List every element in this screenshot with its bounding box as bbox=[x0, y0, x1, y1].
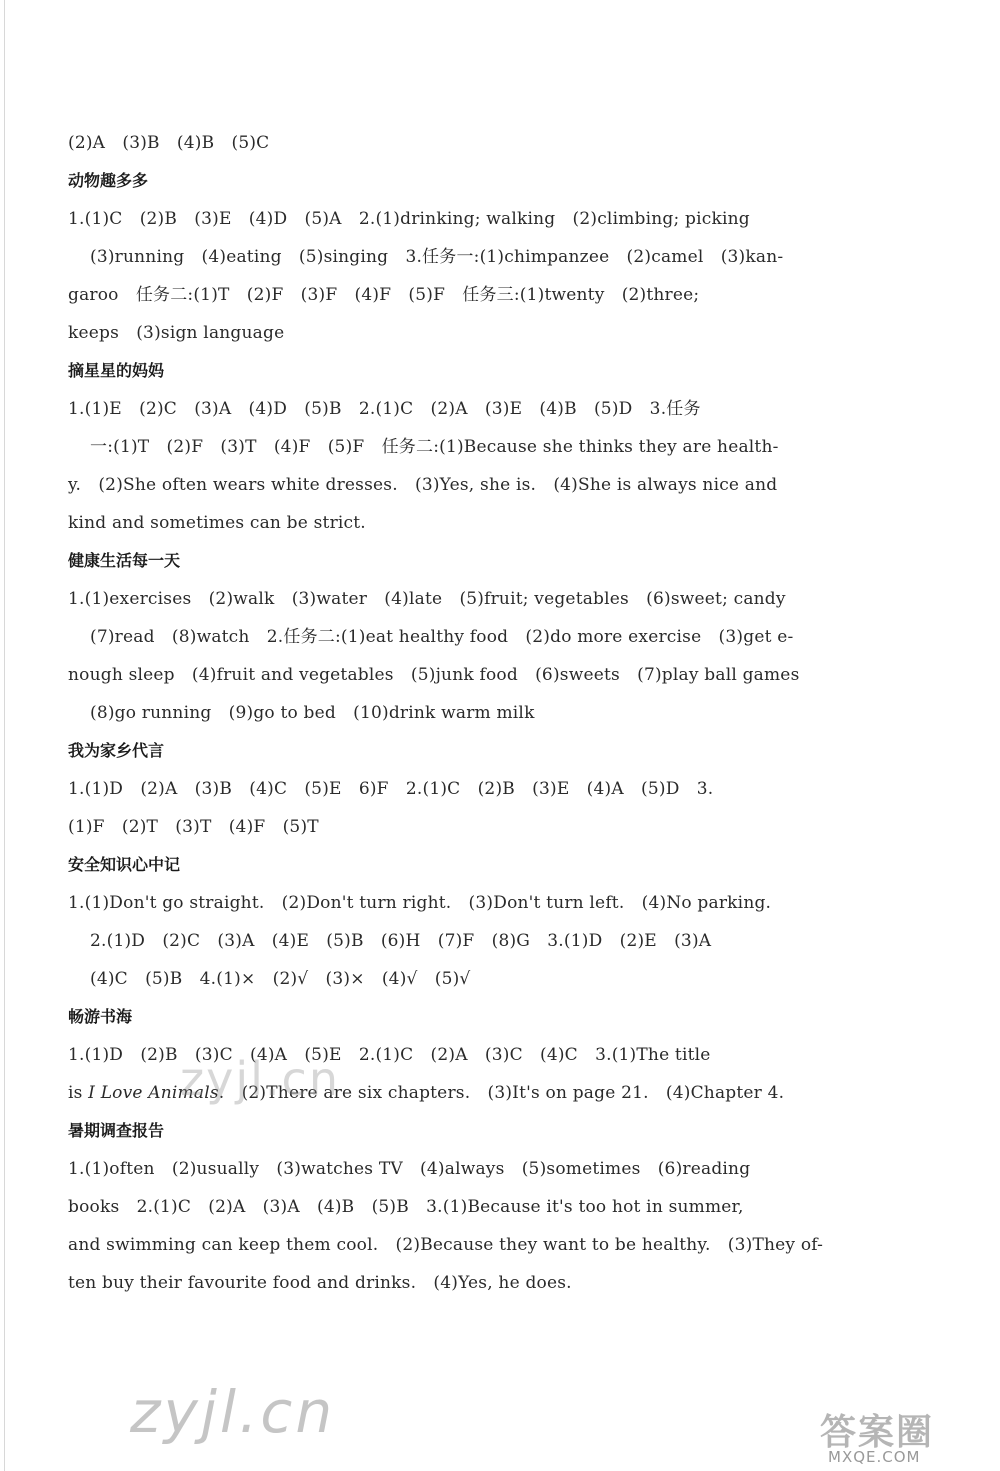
answer-line: 2.(1)D (2)C (3)A (4)E (5)B (6)H (7)F (8)G 3.(1)D (2)E (3)A bbox=[90, 931, 712, 951]
section-heading: 健康生活每一天 bbox=[68, 551, 181, 570]
section-mother-star bbox=[68, 352, 872, 542]
section-heading: 动物趣多多 bbox=[68, 171, 149, 190]
answer-line: keeps (3)sign language bbox=[68, 323, 285, 343]
section-hometown bbox=[68, 732, 872, 846]
answer-line: 1.(1)D (2)B (3)C (4)A (5)E 2.(1)C (2)A (3)C (4)C 3.(1)The title bbox=[68, 1045, 711, 1065]
watermark-middle: zyjl.cn bbox=[180, 1052, 340, 1106]
answer-content bbox=[68, 124, 872, 1302]
section-animals bbox=[68, 162, 872, 352]
section-heading: 安全知识心中记 bbox=[68, 855, 181, 874]
answer-line: 1.(1)exercises (2)walk (3)water (4)late (5)fruit; vegetables (6)sweet; candy bbox=[68, 589, 786, 609]
answer-line: 1.(1)Don't go straight. (2)Don't turn right. (3)Don't turn left. (4)No parking. bbox=[68, 893, 772, 913]
line-prefix: is bbox=[68, 1083, 89, 1103]
section-summer-report bbox=[68, 1112, 872, 1302]
answer-line: kind and sometimes can be strict. bbox=[68, 513, 366, 533]
page-edge-line bbox=[4, 0, 5, 1471]
section-heading: 暑期调查报告 bbox=[68, 1121, 165, 1140]
book-title: I Love Animals bbox=[88, 1083, 219, 1103]
answer-line: (7)read (8)watch 2.任务二:(1)eat healthy food (2)do more exercise (3)get e- bbox=[90, 627, 794, 647]
answer-line: and swimming can keep them cool. (2)Because they want to be healthy. (3)They of- bbox=[68, 1235, 824, 1255]
answer-line: 1.(1)D (2)A (3)B (4)C (5)E 6)F 2.(1)C (2)B (3)E (4)A (5)D 3. bbox=[68, 779, 714, 799]
watermark-logo-text: 答案圈 bbox=[820, 1412, 935, 1453]
section-heading: 摘星星的妈妈 bbox=[68, 361, 165, 380]
answer-line: garoo 任务二:(1)T (2)F (3)F (4)F (5)F 任务三:(1)twenty (2)three; bbox=[68, 285, 700, 305]
answer-line: (3)running (4)eating (5)singing 3.任务一:(1)chimpanzee (2)camel (3)kan- bbox=[90, 247, 784, 267]
watermark-bottom: zyjl.cn bbox=[130, 1378, 336, 1446]
answer-line: 1.(1)often (2)usually (3)watches TV (4)always (5)sometimes (6)reading bbox=[68, 1159, 751, 1179]
section-heading: 畅游书海 bbox=[68, 1007, 133, 1026]
answer-line: 1.(1)E (2)C (3)A (4)D (5)B 2.(1)C (2)A (3)E (4)B (5)D 3.任务 bbox=[68, 399, 701, 419]
line-rest: . (2)There are six chapters. (3)It's on page 21. (4)Chapter 4. bbox=[218, 1083, 785, 1103]
watermark-logo bbox=[820, 1400, 980, 1466]
answer-line: nough sleep (4)fruit and vegetables (5)junk food (6)sweets (7)play ball games bbox=[68, 665, 800, 685]
answer-line: (1)F (2)T (3)T (4)F (5)T bbox=[68, 817, 319, 837]
section-heading: 我为家乡代言 bbox=[68, 741, 165, 760]
answer-line: (8)go running (9)go to bed (10)drink warm milk bbox=[90, 703, 535, 723]
watermark-logo-url: MXQE.COM bbox=[828, 1448, 921, 1466]
answer-line: 一:(1)T (2)F (3)T (4)F (5)F 任务二:(1)Because she thinks they are health- bbox=[90, 437, 779, 457]
section-healthy-life bbox=[68, 542, 872, 732]
answer-line: books 2.(1)C (2)A (3)A (4)B (5)B 3.(1)Because it's too hot in summer, bbox=[68, 1197, 744, 1217]
answer-line: ten buy their favourite food and drinks. (4)Yes, he does. bbox=[68, 1273, 572, 1293]
top-answer-line: (2)A (3)B (4)B (5)C bbox=[68, 133, 270, 153]
answer-line: 1.(1)C (2)B (3)E (4)D (5)A 2.(1)drinking; walking (2)climbing; picking bbox=[68, 209, 750, 229]
answer-line: y. (2)She often wears white dresses. (3)Yes, she is. (4)She is always nice and bbox=[68, 475, 778, 495]
answer-line: (4)C (5)B 4.(1)× (2)√ (3)× (4)√ (5)√ bbox=[90, 969, 471, 989]
section-safety bbox=[68, 846, 872, 998]
